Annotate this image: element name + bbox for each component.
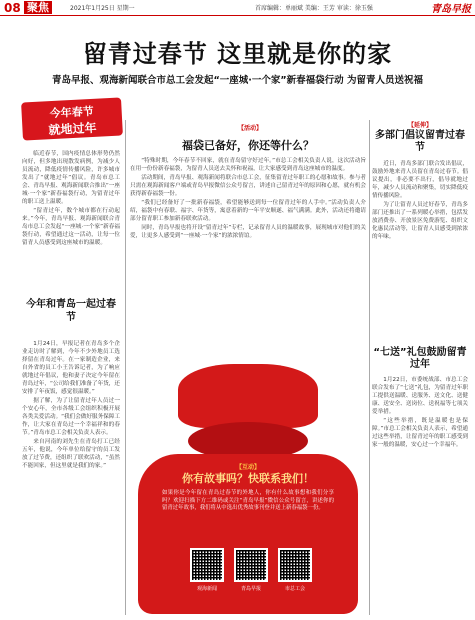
right-column-mid <box>372 376 468 450</box>
qr-label: 青岛早报 <box>240 586 261 592</box>
qr-code[interactable] <box>278 548 312 582</box>
right-kicker: 【延伸】 <box>408 122 433 129</box>
paragraph: 1月22日，市委统战部、市总工会联合发布了“七送”礼包，为留青过年职工提供送温暖、送服务、送文化、送健康、送安全、送岗位、送祝福等七项关爱举措。 <box>372 377 468 415</box>
center-kicker: 【活动】 <box>238 125 263 132</box>
center-title: 福袋已备好，你还等什么？ <box>182 139 314 152</box>
editors-credit: 首席编辑：单丽斌 美编：王芳 审读：徐玉强 <box>255 5 373 12</box>
page-headline: 留青过春节 这里就是你的家 <box>82 39 393 68</box>
brand-logo: 青岛早报 <box>431 4 471 15</box>
column-divider <box>369 120 370 615</box>
column-divider <box>125 120 126 615</box>
paragraph: “我们已经备好了一批新春福袋，希望能够送到每一位留青过年的人手中。”活动负责人介绍，福袋中有春联、福字、年货等，寓意着新的一年平安顺遂、福气满满。此外，活动还将邀请部分留青职工参加新春联欢活动。 <box>130 200 366 222</box>
envelope-top <box>178 364 318 428</box>
feature-badge <box>21 97 123 140</box>
paragraph: 近日，青岛多部门联合发出倡议，鼓励外地来青人员留在青岛过春节。倡议提出，非必要不出行，倡导就地过年，减少人员流动和聚集，切实降低疫情传播风险。 <box>372 161 468 199</box>
page-number: 08 <box>4 1 21 15</box>
right-heading-mid: “七送”礼包鼓励留青过年 <box>373 347 467 370</box>
envelope-text: 如果你是今年留在青岛过春节的外地人，你有什么故事想和我们分享吗？欢迎扫描下方二维码或关注“青岛早报”微信公众号留言，讲述你的留青过年故事，我们将从中选出优秀故事刊登并送上新春福袋一份。 <box>162 490 334 512</box>
masthead <box>0 0 475 16</box>
center-column <box>130 157 366 241</box>
page-subheadline: 青岛早报、观海新闻联合市总工会发起“一座城·一个家”新春福袋行动 为留青人员送祝福 <box>52 75 423 86</box>
right-heading-top: 多部门倡议留青过春节 <box>375 130 465 153</box>
badge-line-2: 就地过年 <box>48 120 97 138</box>
paragraph: 同时，青岛早报也将开设“留青过年”专栏，记录留青人员的温暖故事，展现城市对他们的关爱，让更多人感受到“一座城·一个家”的浓浓情谊。 <box>130 225 366 239</box>
paragraph: “留青过年，数个城市都在行动起来。”今年，青岛早报、观海新闻联合青岛市总工会发起“一座城·一个家”新春福袋行动，希望通过这一活动，让每一位留青人员感受到这座城市的温暖。 <box>22 208 120 246</box>
badge-line-1: 今年春节 <box>49 104 94 121</box>
left-column-body <box>22 340 120 471</box>
qr-code[interactable] <box>234 548 268 582</box>
red-envelope-graphic <box>128 358 368 614</box>
qr-code[interactable] <box>190 548 224 582</box>
qr-label: 观海新闻 <box>196 586 217 592</box>
paragraph: 活动期间，青岛早报、观海新闻将联合市总工会，征集留青过年职工的心愿和故事。参与者只需在观海新闻客户端或青岛早报微信公众号留言，讲述自己留青过年的原因和心愿，就有机会获得新春福袋一份。 <box>130 175 366 197</box>
section-tag: 聚焦 <box>24 1 52 14</box>
left-column-intro <box>22 150 120 248</box>
right-column-top <box>372 160 468 242</box>
envelope-title: 你有故事吗？快联系我们！ <box>182 472 314 485</box>
qr-label: 市总工会 <box>284 586 305 592</box>
paragraph: 据了解，为了让留青过年人员过一个安心年，全市各级工会组织积极开展各类关爱活动。“我们会做好服务保障工作，让大家在青岛过一个幸福祥和的春节。”青岛市总工会相关负责人表示。 <box>22 398 120 436</box>
paragraph: “这些举措，既是温暖也是保障。”市总工会相关负责人表示，希望通过这些举措，让留青过年的职工感受到家一般的温暖，安心过一个幸福年。 <box>372 418 468 448</box>
issue-date: 2021年1月25日 星期一 <box>70 5 135 12</box>
paragraph: 来自河南的刘先生在青岛打工已经五年，他说，今年单位给留守的员工发放了过节费，还组织了联欢活动，“虽然不能回家，但这里就是我们的家。” <box>22 439 120 469</box>
paragraph: “特殊时期，今年春节不回家，就在青岛留守好过年。”市总工会相关负责人说，这次活动旨在用一份份新春福袋，为留青人员送去关怀和祝福，让大家感受到青岛这座城市的温度。 <box>130 158 366 172</box>
left-subheading: 今年和青岛一起过春节 <box>26 299 116 323</box>
paragraph: 1月24日，早报记者在青岛多个企业走访时了解到，今年不少外地员工选择留在青岛过年。在一家制造企业，来自外省的员工小王告诉记者，为了响应就地过年倡议，他和妻子决定今年留在青岛过年，“公司给我们准备了年货，还安排了年夜饭，感觉很温暖。” <box>22 341 120 395</box>
envelope-kicker: 【互动】 <box>236 464 261 471</box>
paragraph: 临近春节，国内疫情总体形势仍然向好，但多地出现散发病例，为减少人员流动，降低疫情传播风险，许多城市发出了“就地过年”倡议。青岛市总工会、青岛早报、观海新闻联合推出“一座城·一个家”新春福袋行动，为留青过年的职工送上温暖。 <box>22 151 120 205</box>
paragraph: 为了让留青人员过好春节，青岛多部门还推出了一系列暖心举措，包括发放消费券、开放景区免费游览、组织文化惠民活动等，让留青人员感受到浓浓的年味。 <box>372 202 468 240</box>
